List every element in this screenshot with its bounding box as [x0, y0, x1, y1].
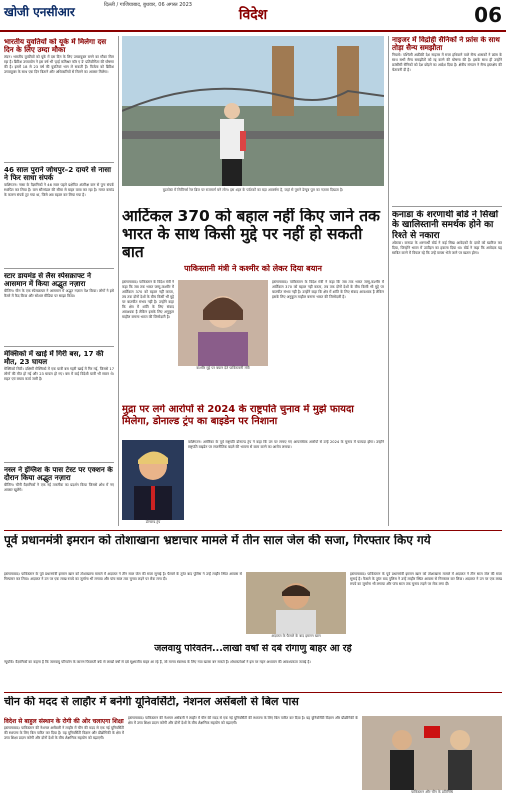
masthead [0, 0, 506, 30]
imran-body [4, 572, 242, 642]
column-rule [118, 36, 119, 526]
china-sub: विदेश से बाहुल संस्थान के रोगी की ओर चलाएगा शिक्षा [4, 718, 124, 725]
body-text: बीजिंग। चीन के एक स्पेसक्राफ्ट ने आसमान में अद्भुत नज़ारा पेश किया। लोगों ने इसे कैमरे में कैद किया और सोशल मीडिया पर साझा किया। [4, 288, 114, 298]
imran-body-continued [350, 572, 502, 642]
main-body-continued [272, 280, 384, 380]
divider [392, 206, 502, 207]
main-kicker-block [122, 264, 384, 276]
china-headline-block [4, 696, 502, 714]
imran-illustration [246, 572, 346, 634]
body-text: इस्लामाबाद। पाकिस्तान के विदेश मंत्री ने कहा कि जब तक भारत जम्मू-कश्मीर में आर्टिकल 370 को बहाल नहीं करता, तब तक दोनों देशों के बीच किसी भी मुद्दे पर बातचीत संभव नहीं है। उन्होंने कहा कि क्षेत्र में शांति के लिए संवाद आवश्यक है लेकिन इसके लिए अनुकूल माहौल बनाना भारत की जिम्मेदारी है। [272, 280, 384, 299]
china-illustration [362, 716, 502, 790]
body-text: बीजिंग। चीनी वैज्ञानिकों ने एक नई तकनीक का प्रदर्शन किया जिससे शोध में नए अवसर खुलेंगे। [4, 482, 114, 492]
body-text: इस्लामाबाद। पाकिस्तान की नेशनल असेंबली ने लाहौर में चीन की मदद से एक नई यूनिवर्सिटी की स्थापना के लिए बिल पारित कर दिया है। यह यूनिवर्सिटी विज्ञान और प्रौद्योगिकी के क्षेत्र में उच्च शिक्षा प्रदान करेगी और दोनों देशों के बीच शैक्षणिक सहयोग को बढ़ाएगी। [4, 726, 124, 740]
climate-headline: जलवायु परिवर्तन...लाखों वर्षों से दबे रोगाणु बाहर आ रहे [154, 644, 352, 654]
section-divider [4, 530, 502, 531]
imran-photo [246, 572, 346, 634]
body-text: लंदन। भारतीय युवतियों को यूके में दस दिन के लिए उच्चायुक्त बनने का मौका मिल रहा है। ब्रिटिश उच्चायोग ने इस वर्ष भी 'हाई कमिश्नर फॉर ए डे' प्रतियोगिता की घोषणा की है। इसमें 18 से 23 वर्ष की युवतियां भाग ले सकती हैं। विजेता को ब्रिटिश उच्चायुक्त के साथ एक दिन बिताने और अधिकारियों से मिलने का अवसर मिलेगा। [4, 54, 114, 74]
headline: मेक्सिको में खाई में गिरी बस, 17 की मौत, 23 घायल [4, 350, 104, 367]
main-kicker: पाकिस्तानी मंत्री ने कश्मीर को लेकर दिया बयान [184, 264, 322, 273]
column-rule [388, 36, 389, 526]
body-text: ओटावा। कनाडा के शरणार्थी बोर्ड ने कई सिख आवेदकों के दावों को खारिज कर दिया, जिन्होंने भारत में उत्पीड़न का हवाला दिया था। बोर्ड ने कहा कि आवेदक यह साबित करने में विफल रहे कि उन्हें वापस भेजे जाने पर खतरा होगा। [392, 241, 502, 256]
bridge-illustration [122, 36, 384, 186]
headline: कनाडा के शरणार्थी बोर्ड ने सिखों के खालिस्तानी समर्थक होने का रिश्ते से नकारा [392, 210, 499, 241]
main-headline: आर्टिकल 370 को बहाल नहीं किए जाने तक भारत के साथ किसी मुद्दे पर नहीं हो सकती बात [122, 208, 380, 261]
issue-meta: दिल्ली / गाजियाबाद, बुधवार, 06 अगस्त 2023 [104, 2, 192, 8]
imran-headline: पूर्व प्रधानमंत्री इमरान को तोशाखाना भ्रष्टाचार मामले में तीन साल जेल की सजा, गिरफ्तार किए गये [4, 534, 431, 547]
trump-photo [122, 440, 184, 520]
article-uk-women [4, 38, 114, 158]
section-title: विदेश [238, 7, 268, 23]
climate-body [4, 660, 502, 690]
china-photo [362, 716, 502, 790]
headline: नाइजर में विद्रोही सैनिकों ने फ्रांस के साथ तोड़ा सैन्य समझौता [392, 36, 500, 53]
main-body [122, 280, 174, 380]
body-text: मेक्सिको सिटी। दक्षिणी मेक्सिको में एक यात्री बस गहरी खाई में गिर गई, जिससे 17 लोगों की मौत हो गई और 23 घायल हो गए। बस में कई विदेशी यात्री भी सवार थे। राहत एवं बचाव कार्य जारी है। [4, 366, 114, 381]
trump-body [188, 440, 384, 528]
divider [4, 346, 114, 347]
divider [4, 462, 114, 463]
headline: स्टार डायमंड से लैस स्पेसक्राफ्ट ने आसमान में किया अद्भुत नज़ारा [4, 272, 92, 289]
china-body [128, 716, 358, 796]
article-spacecraft [4, 272, 114, 342]
body-text: इस्लामाबाद। पाकिस्तान के पूर्व प्रधानमंत्री इमरान खान को तोशाखाना मामले में अदालत ने तीन साल जेल की सजा सुनाई है। फैसले के तुरंत बाद पुलिस ने उन्हें लाहौर स्थित आवास से गिरफ्तार कर लिया। अदालत ने उन पर एक लाख रुपये का जुर्माना भी लगाया और पांच साल तक चुनाव लड़ने पर रोक लगा दी। [350, 572, 502, 586]
climate-headline-block [4, 644, 502, 658]
trump-illustration [122, 440, 184, 520]
headline: 46 साल पुराने जोधपुर–2 दायरे से नासा ने फिर साधा संपर्क [4, 166, 111, 183]
bridge-photo [122, 36, 384, 186]
section-divider [4, 692, 502, 693]
article-canada [392, 210, 502, 400]
body-text: वाशिंगटन। नासा के वैज्ञानिकों ने 46 साल पहले प्रक्षेपित अंतरिक्ष यान से पुनः संपर्क स्थापित कर लिया है। यान सौरमंडल की सीमा से बाहर यात्रा कर रहा है। गलत कमांड के कारण संपर्क टूट गया था, जिसे अब बहाल कर लिया गया है। [4, 182, 114, 197]
trump-photo-caption: डोनाल्ड ट्रंप [145, 520, 161, 524]
page-number: 06 [474, 3, 502, 27]
imran-photo-caption: अदालत के फैसले के बाद इमरान खान [271, 634, 321, 638]
article-nasa [4, 166, 114, 266]
china-headline: चीन की मदद से लाहौर में बनेगी यूनिवर्सिटी, नेशनल असेंबली से बिल पास [4, 696, 299, 708]
body-text: न्यूयॉर्क। वैज्ञानिकों का कहना है कि जलवायु परिवर्तन के कारण पिघलती बर्फ से लाखों वर्षों से दबे सूक्ष्मजीव बाहर आ रहे हैं, जो मानव स्वास्थ्य के लिए नया खतरा बन सकते हैं। शोधकर्ताओं ने इस पर गहन अध्ययन की आवश्यकता जताई है। [4, 660, 311, 664]
minister-illustration [178, 280, 268, 366]
bridge-photo-caption: बुडापेस्ट में सिविंगर्स रेल ब्रिज पर राजमार्ग बने लोग। इस शहर के पर्यटकों का बड़ा आकर्षण है, जहां से पुराने डेन्यूब पुल का नज़ारा दिखता है। [162, 188, 344, 192]
divider [4, 268, 114, 269]
main-headline-block [122, 208, 384, 264]
masthead-rule [0, 30, 506, 32]
article-niger [392, 36, 502, 204]
trump-headline-block [122, 404, 384, 434]
minister-photo [178, 280, 268, 366]
headline: नस्ल ने इंग्लिश के पास टेस्ट पर एक्शन के दौरान किया अद्भुत नज़ारा [4, 466, 113, 483]
body-text: नियामे। पश्चिमी अफ्रीकी देश नाइजर में सत्ता हथियाने वाले सैन्य शासकों ने फ्रांस के साथ सभी सैन्य समझौतों को रद्द करने की घोषणा की है। इसके साथ ही उन्होंने फ्रांसीसी सैनिकों को देश छोड़ने का आदेश दिया है। क्षेत्रीय संगठन ने सैन्य हस्तक्षेप की चेतावनी दी है। [392, 52, 502, 72]
body-text: इस्लामाबाद। पाकिस्तान की नेशनल असेंबली ने लाहौर में चीन की मदद से एक नई यूनिवर्सिटी की स्थापना के लिए बिल पारित कर दिया है। यह यूनिवर्सिटी विज्ञान और प्रौद्योगिकी के क्षेत्र में उच्च शिक्षा प्रदान करेगी और दोनों देशों के बीच शैक्षणिक सहयोग को बढ़ाएगी। [128, 716, 358, 725]
body-text: वाशिंगटन। अमेरिका के पूर्व राष्ट्रपति डोनाल्ड ट्रंप ने कहा कि उन पर लगाए गए आपराधिक आरोपों से उन्हें 2024 के चुनाव में फायदा होगा। उन्होंने राष्ट्रपति बाइडेन पर राजनीतिक बदले की भावना से काम करने का आरोप लगाया। [188, 440, 384, 449]
body-text: इस्लामाबाद। पाकिस्तान के विदेश मंत्री ने कहा कि जब तक भारत जम्मू-कश्मीर में आर्टिकल 370 को बहाल नहीं करता, तब तक दोनों देशों के बीच किसी भी मुद्दे पर बातचीत संभव नहीं है। उन्होंने कहा कि क्षेत्र में शांति के लिए संवाद आवश्यक है लेकिन इसके लिए अनुकूल माहौल बनाना भारत की जिम्मेदारी है। [122, 280, 174, 319]
imran-headline-block [4, 534, 502, 568]
china-photo-caption: पाकिस्तान और चीन के प्रतिनिधि [411, 790, 453, 794]
article-mexico-bus [4, 350, 114, 460]
article-china-test [4, 466, 114, 526]
trump-headline: मुद्रा पर लगे आरोपों से 2024 के राष्ट्रपति चुनाव में मुझे फायदा मिलेगा, डोनाल्ड ट्रंप का बाइडेन पर निशाना [122, 404, 354, 427]
body-text: इस्लामाबाद। पाकिस्तान के पूर्व प्रधानमंत्री इमरान खान को तोशाखाना मामले में अदालत ने तीन साल जेल की सजा सुनाई है। फैसले के तुरंत बाद पुलिस ने उन्हें लाहौर स्थित आवास से गिरफ्तार कर लिया। अदालत ने उन पर एक लाख रुपये का जुर्माना भी लगाया और पांच साल तक चुनाव लड़ने पर रोक लगा दी। [4, 572, 242, 581]
headline: भारतीय युवतियों को यूके में मिलेगा दस दिन के लिए उम्दा मौका [4, 38, 107, 55]
divider [4, 162, 114, 163]
china-sub-block [4, 716, 124, 796]
newspaper-brand: खोजी एनसीआर [4, 5, 75, 19]
minister-photo-caption: कश्मीर मुद्दे पर बयान देते पाकिस्तानी मंत्री [196, 366, 250, 370]
